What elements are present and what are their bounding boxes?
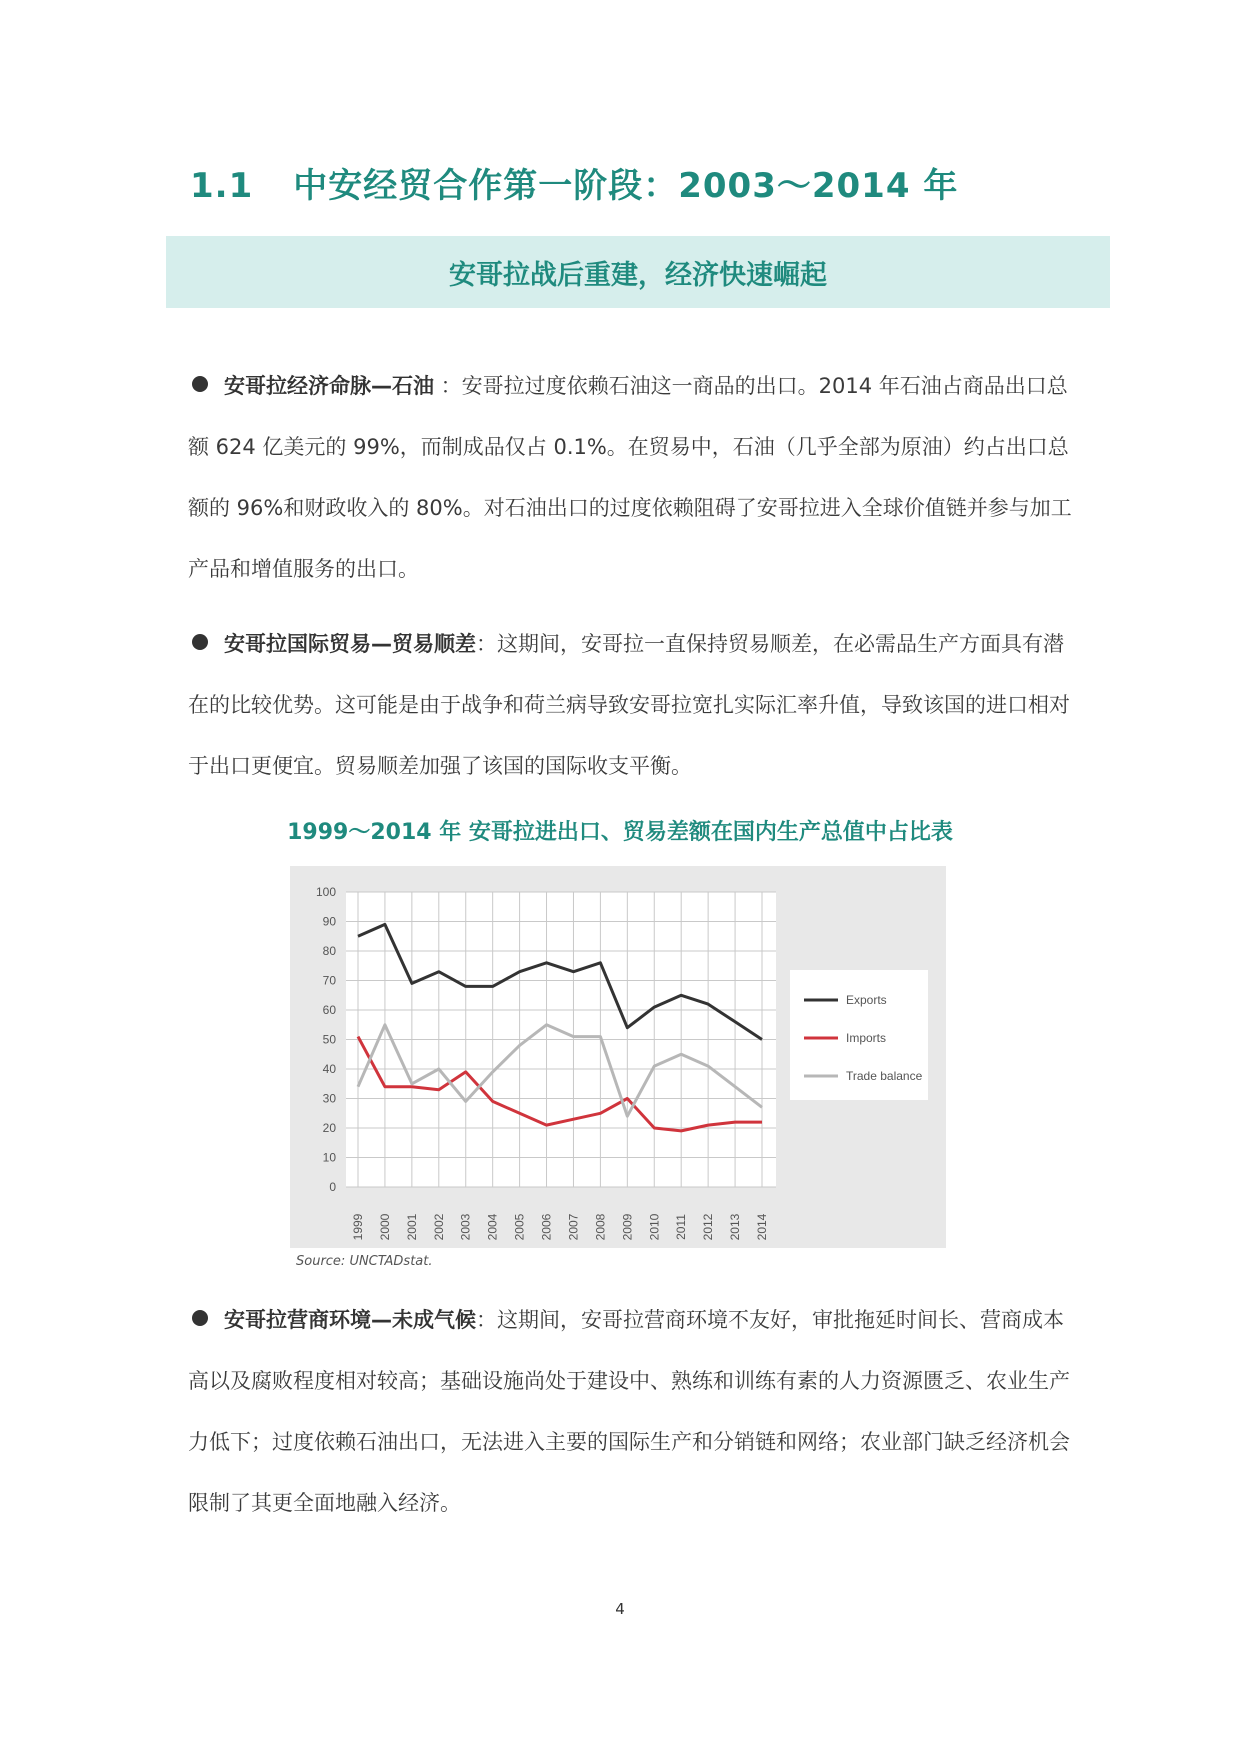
y-tick-label: 20 [322,1121,336,1135]
x-tick-label: 2009 [620,1213,635,1241]
paragraph-business [188,1290,1078,1534]
paragraph-text: ：这期间，安哥拉营商环境不友好，审批拖延时间长、营商成本高以及腐败程度相对较高；基础设施尚处于建设中、熟练和训练有素的人力资源匮乏、农业生产力低下；过度依赖石油出口，无法进入主要的国际生产和分销链和网络；农业部门缺乏经济机会限制了其更全面地融入经济。 [188,1308,1070,1515]
y-tick-label: 100 [315,885,336,899]
paragraph-text: ：这期间，安哥拉一直保持贸易顺差，在必需品生产方面具有潜在的比较优势。这可能是由于战争和荷兰病导致安哥拉宽扎实际汇率升值，导致该国的进口相对于出口更便宜。贸易顺差加强了该国的国际收支平衡。 [188,632,1070,778]
x-tick-label: 2004 [485,1213,500,1241]
paragraph-lead: 安哥拉营商环境—未成气候 [224,1308,476,1332]
section-title [190,158,958,207]
chart-canvas [290,866,946,1248]
y-tick-label: 40 [322,1062,336,1076]
y-tick-label: 50 [322,1032,336,1047]
paragraph-lead: 安哥拉国际贸易—贸易顺差 [224,632,476,656]
section-title-text: 中安经贸合作第一阶段：2003～2014 年 [293,166,959,206]
y-tick-label: 0 [329,1180,336,1194]
x-tick-label: 2013 [728,1213,743,1241]
chart-source: Source: UNCTADstat. [296,1254,433,1269]
x-tick-label: 2014 [755,1213,769,1241]
line-chart [290,866,946,1248]
x-tick-label: 2011 [674,1214,689,1240]
x-tick-label: 2008 [593,1213,608,1241]
y-tick-label: 70 [322,973,336,988]
section-number: 1.1 [190,166,254,206]
x-tick-label: 1999 [351,1213,365,1241]
y-tick-label: 80 [322,944,336,958]
x-tick-label: 2001 [404,1213,419,1241]
chart-title: 1999～2014 年 安哥拉进出口、贸易差额在国内生产总值中占比表 [287,820,953,845]
x-tick-label: 2007 [566,1213,581,1241]
x-tick-label: 2012 [701,1213,716,1241]
y-tick-label: 30 [322,1091,336,1106]
legend-label: Trade balance [846,1069,923,1083]
paragraph-text: ：安哥拉过度依赖石油这一商品的出口。2014 年石油占商品出口总额 624 亿美元的 99%，而制成品仅占 0.1%。在贸易中，石油（几乎全部为原油）约占出口总额的 96%和财政收入的 80%。对石油出口的过度依赖阻碍了安哥拉进入全球价值链并参与加工产品和增值服务的出口。 [188,374,1072,581]
x-tick-label: 2000 [377,1213,392,1241]
legend-label: Exports [846,993,887,1007]
legend-label: Imports [846,1031,887,1045]
paragraph-oil [188,356,1078,600]
page-number: 4 [615,1600,625,1618]
paragraph-trade [188,614,1078,797]
bullet-icon [192,634,208,650]
banner-title: 安哥拉战后重建，经济快速崛起 [449,259,827,291]
paragraph-lead: 安哥拉经济命脉—石油 [224,374,434,398]
y-tick-label: 10 [322,1150,336,1165]
x-tick-label: 2005 [512,1213,527,1241]
bullet-icon [192,376,208,392]
y-tick-label: 90 [322,914,336,929]
bullet-icon [192,1310,208,1326]
subsection-banner [166,236,1110,308]
x-tick-label: 2006 [539,1213,554,1241]
x-tick-label: 2010 [647,1213,662,1241]
x-tick-label: 2003 [458,1213,473,1241]
y-tick-label: 60 [322,1003,336,1017]
x-tick-label: 2002 [431,1213,446,1241]
